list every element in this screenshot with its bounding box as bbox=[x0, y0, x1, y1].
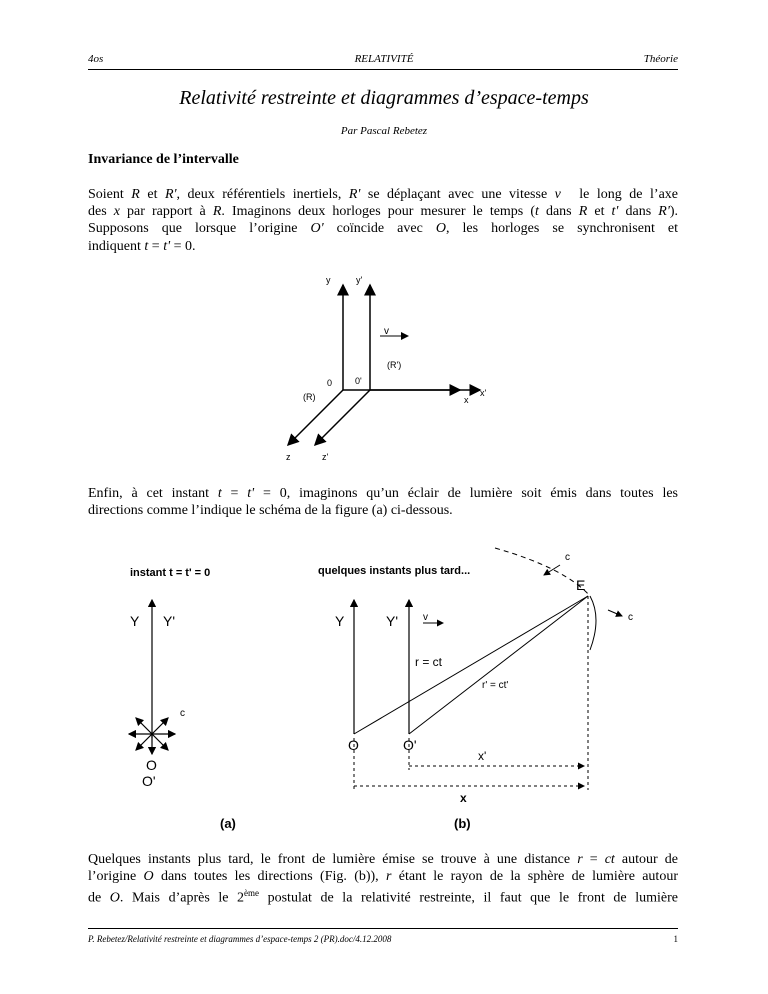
reference-frames-figure bbox=[270, 270, 510, 470]
label-Y-left: Y bbox=[130, 613, 140, 629]
label-Y-prime-left: Y' bbox=[163, 613, 176, 629]
light-flash-figure bbox=[110, 538, 670, 838]
label-o-prime: 0' bbox=[355, 376, 362, 386]
page-title: Relativité restreinte et diagrammes d’espace-temps bbox=[179, 87, 589, 109]
label-o: 0 bbox=[327, 378, 333, 388]
label-r-prime: (R') bbox=[387, 360, 402, 370]
label-c-left: c bbox=[180, 708, 185, 719]
right-caption: quelques instants plus tard... bbox=[318, 565, 471, 577]
label-c-right: c bbox=[628, 612, 633, 623]
label-x-prime-right: x' bbox=[478, 749, 487, 763]
section-heading: Invariance de l’intervalle bbox=[88, 152, 239, 167]
label-v-right: v bbox=[423, 612, 428, 623]
author: Par Pascal Rebetez bbox=[340, 125, 428, 137]
label-z-prime: z' bbox=[322, 452, 329, 462]
label-r-prime-ct-prime: r' = ct' bbox=[482, 680, 509, 691]
label-O-right: O bbox=[348, 737, 359, 753]
header-rule bbox=[88, 69, 678, 70]
label-Y-right: Y bbox=[335, 613, 345, 629]
label-E: E bbox=[576, 577, 586, 593]
label-a: (a) bbox=[220, 816, 236, 831]
label-x-prime: x' bbox=[480, 388, 487, 398]
label-v: v bbox=[384, 326, 389, 337]
label-O-prime-right: O' bbox=[403, 737, 417, 753]
footer-rule bbox=[88, 928, 678, 929]
label-r: (R) bbox=[303, 392, 316, 402]
label-O-left: O bbox=[146, 757, 157, 773]
label-x-right: x bbox=[460, 791, 467, 805]
page-number: 1 bbox=[673, 934, 678, 944]
paragraph-3: Quelques instants plus tard, le front de lumière émise se trouve à une distance r = ct autour de l’origine O dans toutes les directions (Fig. (b)), r étant le rayon de la sphère de lumière autour de O. Mais d’après le 2ème postulat de la relativité restreinte, il faut que le front de lumière bbox=[88, 852, 678, 907]
header-center: RELATIVITÉ bbox=[354, 53, 414, 65]
footer-text: P. Rebetez/Relativité restreinte et diagrammes d’espace-temps 2 (PR).doc/4.12.2008 bbox=[88, 934, 392, 944]
label-b: (b) bbox=[454, 816, 471, 831]
label-x: x bbox=[464, 395, 469, 405]
header-right: Théorie bbox=[643, 53, 678, 65]
label-c-top: c bbox=[565, 552, 570, 563]
label-r-ct: r = ct bbox=[415, 655, 443, 669]
left-caption: instant t = t' = 0 bbox=[130, 567, 211, 579]
label-Y-prime-right: Y' bbox=[386, 613, 399, 629]
label-z: z bbox=[286, 452, 291, 462]
label-y-prime: y' bbox=[356, 275, 363, 285]
paragraph-2: Enfin, à cet instant t = t' = 0, imaginons qu’un éclair de lumière soit émis dans toutes les directions comme l’indique le schéma de la figure (a) ci-dessous. bbox=[88, 486, 678, 519]
header-left: 4os bbox=[88, 53, 104, 65]
paragraph-1: Soient R et R', deux référentiels inertiels, R' se déplaçant avec une vitesse v⃗ le long de l’axe des x par rapport à R. Imaginons deux horloges pour mesurer le temps (t dans R et t' dans R'). Supposons que lorsque l’origine O' coïncide avec O, les horloges se synchronisent et indiquent t = t' = 0. bbox=[88, 187, 679, 254]
label-y: y bbox=[326, 275, 331, 285]
label-O-prime-left: O' bbox=[142, 773, 156, 789]
